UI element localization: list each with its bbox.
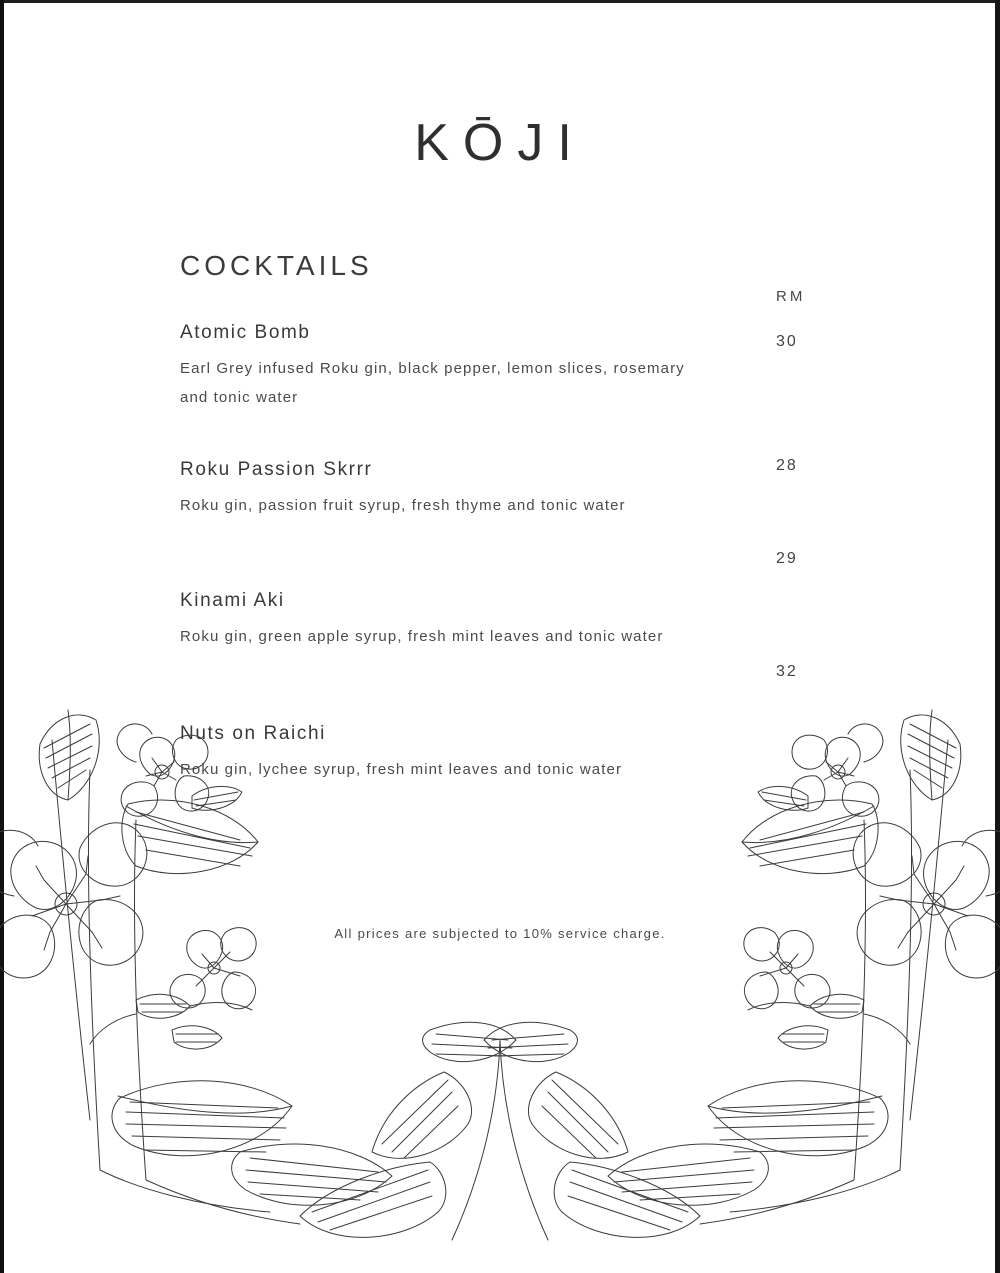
- menu-item-name: Roku Passion Skrrr: [180, 458, 373, 480]
- blossom-illustration-svg: [0, 700, 1000, 1273]
- menu-item: [180, 322, 840, 413]
- service-charge-note: All prices are subjected to 10% service charge.: [334, 926, 666, 941]
- page-edge-top: [0, 0, 1000, 3]
- menu-item-description: Earl Grey infused Roku gin, black pepper, lemon slices, rosemary and tonic water: [180, 360, 685, 407]
- menu-item-name: Kinami Aki: [180, 589, 285, 611]
- menu-item: [180, 723, 840, 784]
- section-heading-cocktails: COCKTAILS: [180, 250, 373, 281]
- menu-item-name: Nuts on Raichi: [180, 723, 326, 744]
- menu-item: [180, 459, 840, 520]
- menu-item-price: 30: [776, 333, 798, 350]
- menu-item: [180, 590, 840, 651]
- menu-item-name: Atomic Bomb: [180, 322, 311, 343]
- menu-item-description: Roku gin, green apple syrup, fresh mint leaves and tonic water: [180, 627, 664, 645]
- currency-column-header: RM: [776, 288, 806, 305]
- cherry-blossom-line-art: [0, 700, 1000, 1273]
- restaurant-title: KŌJI: [414, 114, 586, 172]
- menu-item-description: Roku gin, passion fruit syrup, fresh thyme and tonic water: [180, 496, 626, 514]
- menu-item-price: 29: [776, 550, 798, 567]
- page-edge-left: [0, 0, 4, 1273]
- page-edge-right: [995, 0, 1000, 1273]
- menu-item-description: Roku gin, lychee syrup, fresh mint leaves and tonic water: [180, 761, 623, 778]
- menu-item-price: 28: [776, 457, 798, 474]
- menu-item-list: [180, 322, 840, 784]
- menu-item-price: 32: [776, 663, 798, 680]
